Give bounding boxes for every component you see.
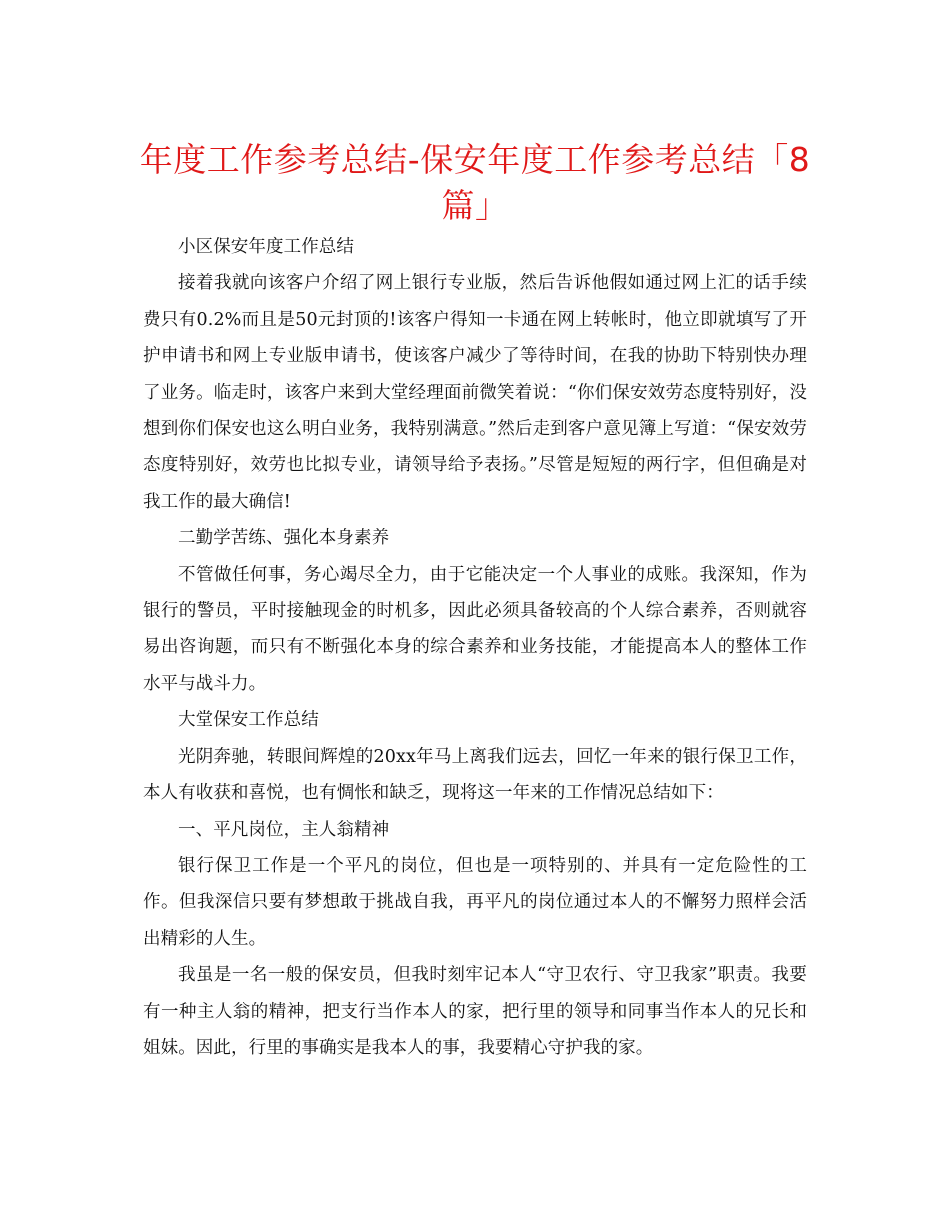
body-paragraph: 银行保卫工作是一个平凡的岗位，但也是一项特别的、并具有一定危险性的工作。但我深信只要有梦想敢于挑战自我，再平凡的岗位通过本人的不懈努力照样会活出精彩的人生。 (143, 855, 807, 949)
document-title: 年度工作参考总结-保安年度工作参考总结「8篇」 (139, 140, 811, 225)
body-paragraph: 光阴奔驰，转眼间辉煌的20xx年马上离我们远去，回忆一年来的银行保卫工作，本人有收获和喜悦，也有惆怅和缺乏，现将这一年来的工作情况总结如下： (143, 746, 807, 804)
body-paragraph: 不管做任何事，务心竭尽全力，由于它能决定一个人事业的成账。我深知，作为银行的警员，平时接触现金的时机多，因此必须具备较高的个人综合素养，否则就容易出咨询题，而只有不断强化本身的综合素养和业务技能，才能提高本人的整体工作水平与战斗力。 (143, 564, 807, 694)
section-heading: 一、平凡岗位，主人翁精神 (178, 819, 390, 840)
section-heading: 大堂保安工作总结 (178, 710, 319, 731)
section-heading: 二勤学苦练、强化本身素养 (178, 528, 390, 549)
body-paragraph: 接着我就向该客户介绍了网上银行专业版，然后告诉他假如通过网上汇的话手续费只有0.2%而且是50元封顶的!该客户得知一卡通在网上转帐时，他立即就填写了开护申请书和网上专业版申请书，使该客户减少了等待时间，在我的协助下特别快办理了业务。临走时，该客户来到大堂经理面前微笑着说：“你们保安效劳态度特别好，没想到你们保安也这么明白业务，我特别满意。”然后走到客户意见簿上写道：“保安效劳态度特别好，效劳也比拟专业，请领导给予表扬。”尽管是短短的两行字，但但确是对我工作的最大确信! (143, 273, 807, 512)
section-heading: 小区保安年度工作总结 (178, 237, 354, 257)
body-paragraph: 我虽是一名一般的保安员，但我时刻牢记本人“守卫农行、守卫我家”职责。我要有一种主人翁的精神，把支行当作本人的家，把行里的领导和同事当作本人的兄长和姐妹。因此，行里的事确实是我本人的事，我要精心守护我的家。 (143, 965, 807, 1058)
document-body (143, 229, 807, 1066)
